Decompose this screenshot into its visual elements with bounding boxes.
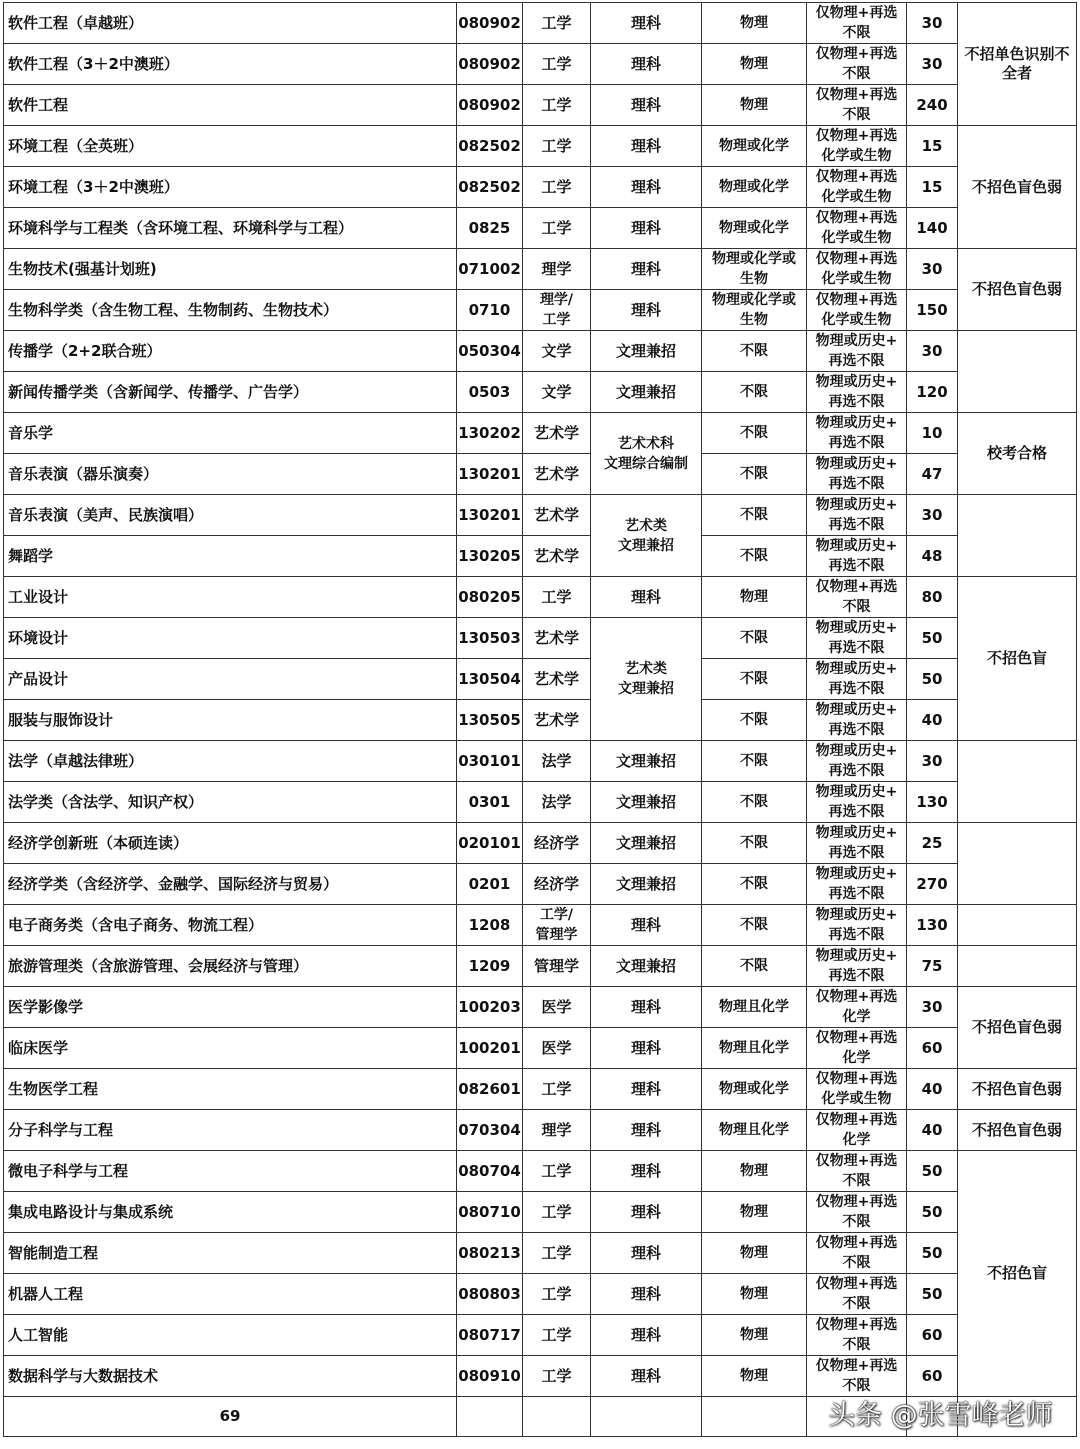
- major-code-cell: 080213: [457, 1233, 523, 1274]
- quota-cell: 50: [907, 1233, 958, 1274]
- enrollment-type-cell: 文理兼招: [591, 823, 702, 864]
- table-row: [4, 905, 1077, 946]
- elective-requirement-cell: 仅物理+再选 化学或生物: [807, 249, 907, 290]
- discipline-cell: 艺术学: [523, 700, 591, 741]
- enrollment-type-cell: 文理兼招: [591, 946, 702, 987]
- quota-cell: 50: [907, 1192, 958, 1233]
- major-code-cell: 0503: [457, 372, 523, 413]
- major-name-cell: 数据科学与大数据技术: [4, 1356, 457, 1397]
- enrollment-type-cell: 理科: [591, 987, 702, 1028]
- table-row: [4, 536, 1077, 577]
- major-name-cell: 环境设计: [4, 618, 457, 659]
- quota-cell: 50: [907, 1151, 958, 1192]
- enrollment-type-cell: 理科: [591, 3, 702, 44]
- enrollment-type-cell: 理科: [591, 577, 702, 618]
- subject-requirement-cell: 物理: [702, 3, 807, 44]
- major-name-cell: 产品设计: [4, 659, 457, 700]
- major-code-cell: 100201: [457, 1028, 523, 1069]
- enrollment-plan-table: [3, 2, 1077, 1437]
- discipline-cell: 工学: [523, 577, 591, 618]
- quota-cell: 60: [907, 1356, 958, 1397]
- enrollment-type-cell: 理科: [591, 249, 702, 290]
- notes-cell: [958, 741, 1077, 823]
- major-code-cell: 070304: [457, 1110, 523, 1151]
- major-code-cell: 130202: [457, 413, 523, 454]
- subject-requirement-cell: 物理: [702, 1315, 807, 1356]
- subject-requirement-cell: 物理: [702, 1274, 807, 1315]
- table-row: [4, 1274, 1077, 1315]
- major-name-cell: 法学类（含法学、知识产权）: [4, 782, 457, 823]
- major-name-cell: 电子商务类（含电子商务、物流工程）: [4, 905, 457, 946]
- major-code-cell: 0201: [457, 864, 523, 905]
- discipline-cell: 工学: [523, 1151, 591, 1192]
- enrollment-type-cell: 理科: [591, 85, 702, 126]
- elective-requirement-cell: 仅物理+再选 不限: [807, 1192, 907, 1233]
- elective-requirement-cell: 仅物理+再选 化学: [807, 1028, 907, 1069]
- discipline-cell: 医学: [523, 987, 591, 1028]
- major-name-cell: 临床医学: [4, 1028, 457, 1069]
- quota-cell: 80: [907, 577, 958, 618]
- notes-cell: 不招色盲色弱: [958, 987, 1077, 1069]
- table-row: [4, 413, 1077, 454]
- discipline-cell: 管理学: [523, 946, 591, 987]
- discipline-cell: 理学: [523, 249, 591, 290]
- subject-requirement-cell: 物理且化学: [702, 1110, 807, 1151]
- major-code-cell: 100203: [457, 987, 523, 1028]
- table-row: [4, 823, 1077, 864]
- discipline-cell: 理学: [523, 1110, 591, 1151]
- subject-requirement-cell: 物理: [702, 44, 807, 85]
- table-row: [4, 618, 1077, 659]
- subject-requirement-cell: 不限: [702, 823, 807, 864]
- quota-cell: 40: [907, 1110, 958, 1151]
- quota-cell: 240: [907, 85, 958, 126]
- subject-requirement-cell: 物理: [702, 1356, 807, 1397]
- subject-requirement-cell: 物理或化学: [702, 167, 807, 208]
- major-name-cell: 音乐表演（器乐演奏）: [4, 454, 457, 495]
- table-row: [4, 290, 1077, 331]
- enrollment-type-cell: 理科: [591, 1356, 702, 1397]
- table-row: [4, 1110, 1077, 1151]
- discipline-cell: 工学: [523, 167, 591, 208]
- major-code-cell: 080710: [457, 1192, 523, 1233]
- major-name-cell: 音乐学: [4, 413, 457, 454]
- table-row: [4, 659, 1077, 700]
- major-code-cell: 130205: [457, 536, 523, 577]
- enrollment-type-cell: 理科: [591, 905, 702, 946]
- notes-cell: [958, 495, 1077, 577]
- notes-cell: 不招色盲: [958, 1151, 1077, 1397]
- enrollment-type-cell: 艺术类 文理兼招: [591, 618, 702, 741]
- notes-cell: [958, 905, 1077, 946]
- table-row: [4, 700, 1077, 741]
- quota-cell: 48: [907, 536, 958, 577]
- table-row: [4, 864, 1077, 905]
- major-name-cell: 软件工程: [4, 85, 457, 126]
- quota-cell: 40: [907, 1069, 958, 1110]
- major-code-cell: 130504: [457, 659, 523, 700]
- discipline-cell: 艺术学: [523, 413, 591, 454]
- discipline-cell: 工学/ 管理学: [523, 905, 591, 946]
- major-code-cell: 080902: [457, 3, 523, 44]
- major-name-cell: 音乐表演（美声、民族演唱）: [4, 495, 457, 536]
- subject-requirement-cell: 不限: [702, 741, 807, 782]
- table-row: [4, 987, 1077, 1028]
- notes-cell: 不招色盲色弱: [958, 249, 1077, 331]
- elective-requirement-cell: 物理或历史+ 再选不限: [807, 946, 907, 987]
- discipline-cell: 艺术学: [523, 536, 591, 577]
- elective-requirement-cell: 物理或历史+ 再选不限: [807, 659, 907, 700]
- table-row: [4, 85, 1077, 126]
- enrollment-type-cell: 理科: [591, 208, 702, 249]
- notes-cell: 不招色盲色弱: [958, 1069, 1077, 1110]
- major-name-cell: 工业设计: [4, 577, 457, 618]
- notes-cell: [958, 823, 1077, 905]
- subject-requirement-cell: 不限: [702, 495, 807, 536]
- discipline-cell: 艺术学: [523, 659, 591, 700]
- elective-requirement-cell: 物理或历史+ 再选不限: [807, 823, 907, 864]
- major-code-cell: 130201: [457, 454, 523, 495]
- table-row: [4, 331, 1077, 372]
- subject-requirement-cell: 不限: [702, 864, 807, 905]
- discipline-cell: 文学: [523, 372, 591, 413]
- discipline-cell: 艺术学: [523, 454, 591, 495]
- elective-requirement-cell: 仅物理+再选 不限: [807, 577, 907, 618]
- major-name-cell: 分子科学与工程: [4, 1110, 457, 1151]
- enrollment-type-cell: 理科: [591, 1315, 702, 1356]
- quota-cell: 50: [907, 618, 958, 659]
- quota-cell: 60: [907, 1028, 958, 1069]
- elective-requirement-cell: 仅物理+再选 化学或生物: [807, 290, 907, 331]
- major-name-cell: 智能制造工程: [4, 1233, 457, 1274]
- quota-cell: 30: [907, 987, 958, 1028]
- elective-requirement-cell: 仅物理+再选 不限: [807, 1151, 907, 1192]
- quota-cell: 130: [907, 782, 958, 823]
- major-code-cell: 080902: [457, 85, 523, 126]
- discipline-cell: 工学: [523, 208, 591, 249]
- elective-requirement-cell: 仅物理+再选 不限: [807, 3, 907, 44]
- elective-requirement-cell: 物理或历史+ 再选不限: [807, 413, 907, 454]
- quota-cell: 25: [907, 823, 958, 864]
- elective-requirement-cell: 物理或历史+ 再选不限: [807, 782, 907, 823]
- enrollment-type-cell: 文理兼招: [591, 331, 702, 372]
- subject-requirement-cell: 物理或化学或 生物: [702, 249, 807, 290]
- major-name-cell: 新闻传播学类（含新闻学、传播学、广告学）: [4, 372, 457, 413]
- empty-cell: [591, 1397, 702, 1437]
- quota-cell: 47: [907, 454, 958, 495]
- table-row: [4, 495, 1077, 536]
- enrollment-type-cell: 文理兼招: [591, 782, 702, 823]
- major-name-cell: 环境工程（3＋2中澳班）: [4, 167, 457, 208]
- quota-cell: 130: [907, 905, 958, 946]
- major-name-cell: 旅游管理类（含旅游管理、会展经济与管理）: [4, 946, 457, 987]
- elective-requirement-cell: 物理或历史+ 再选不限: [807, 905, 907, 946]
- discipline-cell: 法学: [523, 741, 591, 782]
- enrollment-type-cell: 文理兼招: [591, 741, 702, 782]
- discipline-cell: 工学: [523, 1356, 591, 1397]
- major-code-cell: 1208: [457, 905, 523, 946]
- quota-cell: 30: [907, 44, 958, 85]
- discipline-cell: 艺术学: [523, 495, 591, 536]
- enrollment-type-cell: 理科: [591, 1069, 702, 1110]
- discipline-cell: 工学: [523, 1233, 591, 1274]
- major-name-cell: 传播学（2+2联合班）: [4, 331, 457, 372]
- major-code-cell: 080910: [457, 1356, 523, 1397]
- subject-requirement-cell: 不限: [702, 905, 807, 946]
- quota-cell: 10: [907, 413, 958, 454]
- major-name-cell: 生物科学类（含生物工程、生物制药、生物技术）: [4, 290, 457, 331]
- major-name-cell: 服装与服饰设计: [4, 700, 457, 741]
- subject-requirement-cell: 不限: [702, 413, 807, 454]
- subject-requirement-cell: 物理或化学: [702, 126, 807, 167]
- major-name-cell: 微电子科学与工程: [4, 1151, 457, 1192]
- discipline-cell: 工学: [523, 85, 591, 126]
- enrollment-type-cell: 理科: [591, 167, 702, 208]
- table-row: [4, 1356, 1077, 1397]
- elective-requirement-cell: 仅物理+再选 不限: [807, 1274, 907, 1315]
- quota-cell: 30: [907, 741, 958, 782]
- table-row: [4, 249, 1077, 290]
- quota-cell: 75: [907, 946, 958, 987]
- subject-requirement-cell: 不限: [702, 946, 807, 987]
- major-code-cell: 082502: [457, 126, 523, 167]
- enrollment-type-cell: 理科: [591, 1028, 702, 1069]
- major-code-cell: 082601: [457, 1069, 523, 1110]
- discipline-cell: 工学: [523, 1192, 591, 1233]
- subject-requirement-cell: 不限: [702, 700, 807, 741]
- table-row: [4, 782, 1077, 823]
- enrollment-type-cell: 理科: [591, 44, 702, 85]
- subject-requirement-cell: 不限: [702, 331, 807, 372]
- enrollment-type-cell: 艺术类 文理兼招: [591, 495, 702, 577]
- empty-cell: [523, 1397, 591, 1437]
- subject-requirement-cell: 物理: [702, 85, 807, 126]
- discipline-cell: 艺术学: [523, 618, 591, 659]
- major-code-cell: 0825: [457, 208, 523, 249]
- empty-cell: [702, 1397, 807, 1437]
- major-name-cell: 机器人工程: [4, 1274, 457, 1315]
- notes-cell: 不招色盲: [958, 577, 1077, 741]
- major-name-cell: 医学影像学: [4, 987, 457, 1028]
- subject-requirement-cell: 物理: [702, 577, 807, 618]
- major-name-cell: 生物技术(强基计划班): [4, 249, 457, 290]
- major-code-cell: 080704: [457, 1151, 523, 1192]
- table-row: [4, 1069, 1077, 1110]
- elective-requirement-cell: 物理或历史+ 再选不限: [807, 864, 907, 905]
- subject-requirement-cell: 物理或化学: [702, 1069, 807, 1110]
- elective-requirement-cell: 物理或历史+ 再选不限: [807, 618, 907, 659]
- enrollment-type-cell: 文理兼招: [591, 864, 702, 905]
- empty-cell: [457, 1397, 523, 1437]
- major-name-cell: 生物医学工程: [4, 1069, 457, 1110]
- enrollment-type-cell: 理科: [591, 1110, 702, 1151]
- major-name-cell: 经济学创新班（本硕连读）: [4, 823, 457, 864]
- enrollment-type-cell: 文理兼招: [591, 372, 702, 413]
- major-code-cell: 130201: [457, 495, 523, 536]
- subject-requirement-cell: 不限: [702, 536, 807, 577]
- quota-cell: 30: [907, 3, 958, 44]
- elective-requirement-cell: 物理或历史+ 再选不限: [807, 700, 907, 741]
- discipline-cell: 理学/ 工学: [523, 290, 591, 331]
- subject-requirement-cell: 不限: [702, 454, 807, 495]
- table-row: [4, 741, 1077, 782]
- major-code-cell: 1209: [457, 946, 523, 987]
- table-row: [4, 1315, 1077, 1356]
- elective-requirement-cell: 物理或历史+ 再选不限: [807, 454, 907, 495]
- notes-cell: 校考合格: [958, 413, 1077, 495]
- discipline-cell: 工学: [523, 1315, 591, 1356]
- quota-cell: 60: [907, 1315, 958, 1356]
- quota-cell: 140: [907, 208, 958, 249]
- quota-cell: 30: [907, 495, 958, 536]
- table-row: [4, 167, 1077, 208]
- quota-cell: 15: [907, 126, 958, 167]
- subject-requirement-cell: 不限: [702, 659, 807, 700]
- major-code-cell: 0301: [457, 782, 523, 823]
- quota-cell: 120: [907, 372, 958, 413]
- table-row: [4, 126, 1077, 167]
- discipline-cell: 文学: [523, 331, 591, 372]
- elective-requirement-cell: 仅物理+再选 不限: [807, 85, 907, 126]
- discipline-cell: 工学: [523, 3, 591, 44]
- major-code-cell: 130505: [457, 700, 523, 741]
- major-code-cell: 050304: [457, 331, 523, 372]
- major-code-cell: 080717: [457, 1315, 523, 1356]
- table-row: [4, 1028, 1077, 1069]
- elective-requirement-cell: 物理或历史+ 再选不限: [807, 331, 907, 372]
- quota-cell: 150: [907, 290, 958, 331]
- table-row: [4, 208, 1077, 249]
- table-row: [4, 1233, 1077, 1274]
- quota-cell: 40: [907, 700, 958, 741]
- elective-requirement-cell: 物理或历史+ 再选不限: [807, 372, 907, 413]
- major-code-cell: 080803: [457, 1274, 523, 1315]
- notes-cell: 不招色盲色弱: [958, 1110, 1077, 1151]
- watermark: 头条 @张雪峰老师: [828, 1400, 1053, 1431]
- elective-requirement-cell: 仅物理+再选 化学或生物: [807, 208, 907, 249]
- major-name-cell: 集成电路设计与集成系统: [4, 1192, 457, 1233]
- table-row: [4, 1192, 1077, 1233]
- subject-requirement-cell: 物理或化学: [702, 208, 807, 249]
- enrollment-type-cell: 理科: [591, 126, 702, 167]
- subject-requirement-cell: 不限: [702, 782, 807, 823]
- quota-cell: 30: [907, 249, 958, 290]
- discipline-cell: 法学: [523, 782, 591, 823]
- enrollment-type-cell: 理科: [591, 1151, 702, 1192]
- subject-requirement-cell: 物理: [702, 1192, 807, 1233]
- elective-requirement-cell: 物理或历史+ 再选不限: [807, 495, 907, 536]
- enrollment-type-cell: 理科: [591, 1233, 702, 1274]
- major-name-cell: 软件工程（卓越班）: [4, 3, 457, 44]
- table-row: [4, 946, 1077, 987]
- subject-requirement-cell: 不限: [702, 372, 807, 413]
- table-row: [4, 44, 1077, 85]
- elective-requirement-cell: 物理或历史+ 再选不限: [807, 536, 907, 577]
- table-row: [4, 454, 1077, 495]
- subject-requirement-cell: 物理或化学或 生物: [702, 290, 807, 331]
- elective-requirement-cell: 仅物理+再选 化学或生物: [807, 126, 907, 167]
- enrollment-type-cell: 理科: [591, 290, 702, 331]
- quota-cell: 50: [907, 1274, 958, 1315]
- subject-requirement-cell: 物理且化学: [702, 987, 807, 1028]
- discipline-cell: 工学: [523, 126, 591, 167]
- quota-cell: 15: [907, 167, 958, 208]
- enrollment-type-cell: 理科: [591, 1274, 702, 1315]
- elective-requirement-cell: 仅物理+再选 不限: [807, 1315, 907, 1356]
- major-name-cell: 环境工程（全英班）: [4, 126, 457, 167]
- major-code-cell: 071002: [457, 249, 523, 290]
- major-name-cell: 经济学类（含经济学、金融学、国际经济与贸易）: [4, 864, 457, 905]
- major-name-cell: 环境科学与工程类（含环境工程、环境科学与工程）: [4, 208, 457, 249]
- major-code-cell: 030101: [457, 741, 523, 782]
- major-code-cell: 080902: [457, 44, 523, 85]
- table-row: [4, 577, 1077, 618]
- discipline-cell: 医学: [523, 1028, 591, 1069]
- enrollment-type-cell: 理科: [591, 1192, 702, 1233]
- discipline-cell: 经济学: [523, 864, 591, 905]
- discipline-cell: 经济学: [523, 823, 591, 864]
- elective-requirement-cell: 仅物理+再选 不限: [807, 1233, 907, 1274]
- major-code-cell: 080205: [457, 577, 523, 618]
- table-row: [4, 3, 1077, 44]
- major-code-cell: 082502: [457, 167, 523, 208]
- discipline-cell: 工学: [523, 1069, 591, 1110]
- major-name-cell: 法学（卓越法律班）: [4, 741, 457, 782]
- elective-requirement-cell: 仅物理+再选 化学: [807, 987, 907, 1028]
- quota-cell: 50: [907, 659, 958, 700]
- elective-requirement-cell: 仅物理+再选 不限: [807, 44, 907, 85]
- major-code-cell: 0710: [457, 290, 523, 331]
- subject-requirement-cell: 物理: [702, 1151, 807, 1192]
- quota-cell: 30: [907, 331, 958, 372]
- table-row: [4, 1151, 1077, 1192]
- major-name-cell: 软件工程（3＋2中澳班）: [4, 44, 457, 85]
- notes-cell: 不招色盲色弱: [958, 126, 1077, 249]
- elective-requirement-cell: 仅物理+再选 化学: [807, 1110, 907, 1151]
- total-count-cell: 69: [4, 1397, 457, 1437]
- major-name-cell: 人工智能: [4, 1315, 457, 1356]
- discipline-cell: 工学: [523, 44, 591, 85]
- elective-requirement-cell: 仅物理+再选 不限: [807, 1356, 907, 1397]
- major-code-cell: 020101: [457, 823, 523, 864]
- enrollment-type-cell: 艺术术科 文理综合编制: [591, 413, 702, 495]
- major-name-cell: 舞蹈学: [4, 536, 457, 577]
- notes-cell: [958, 331, 1077, 413]
- major-code-cell: 130503: [457, 618, 523, 659]
- discipline-cell: 工学: [523, 1274, 591, 1315]
- subject-requirement-cell: 物理: [702, 1233, 807, 1274]
- elective-requirement-cell: 仅物理+再选 化学或生物: [807, 167, 907, 208]
- notes-cell: [958, 946, 1077, 987]
- elective-requirement-cell: 仅物理+再选 化学或生物: [807, 1069, 907, 1110]
- table-row: [4, 372, 1077, 413]
- elective-requirement-cell: 物理或历史+ 再选不限: [807, 741, 907, 782]
- quota-cell: 270: [907, 864, 958, 905]
- subject-requirement-cell: 不限: [702, 618, 807, 659]
- subject-requirement-cell: 物理且化学: [702, 1028, 807, 1069]
- notes-cell: 不招单色识别不 全者: [958, 3, 1077, 126]
